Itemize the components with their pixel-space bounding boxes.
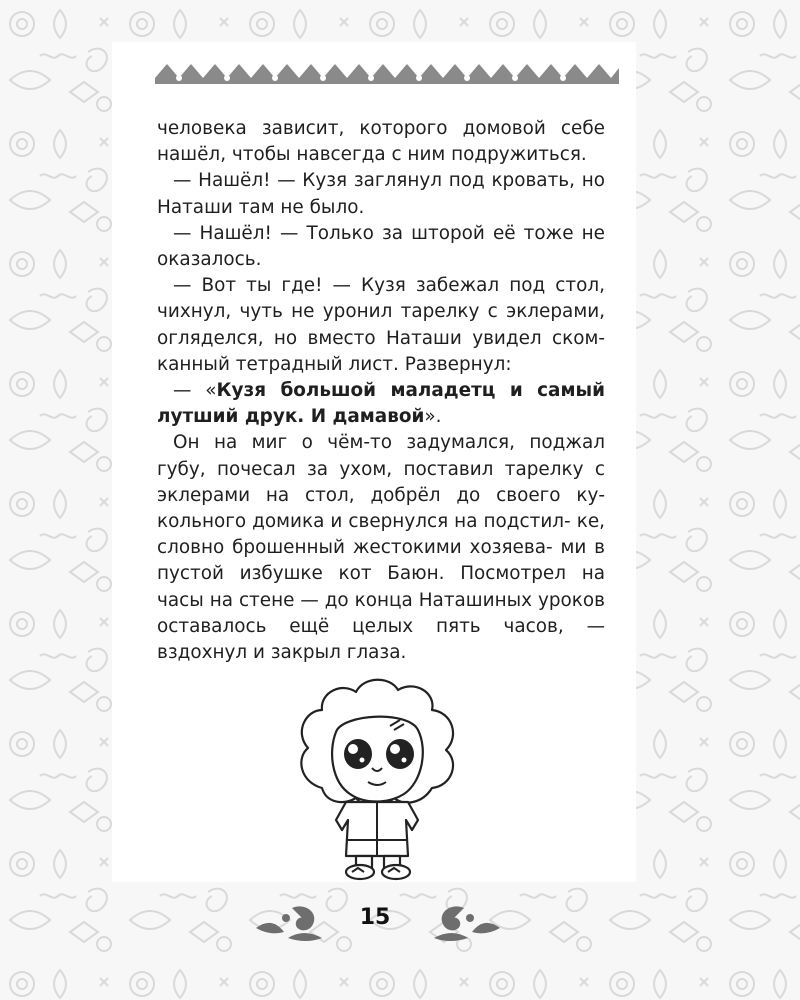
text-line: не оказалось.	[157, 222, 605, 271]
text-line: ми в пустой избушке кот Баюн. Посмотрел	[157, 537, 605, 585]
note-line: Кузя большой маладетц и самый	[216, 380, 606, 402]
swirl-ornament-icon	[252, 898, 332, 948]
quote-end: ».	[424, 406, 442, 428]
text-line: Он на миг о чём-то задумался, поджал	[173, 432, 605, 454]
text-line: но Наташи там не было.	[157, 170, 605, 218]
text-line: человека зависит, которого домовой себе	[157, 118, 605, 139]
text-line: — Нашёл! — Только за шторой её тоже	[173, 222, 574, 244]
text-line: чихнул, чуть не уронил тарелку с эклерами,	[157, 301, 605, 323]
note-line: лутший друк. И дамавой	[157, 406, 425, 428]
text-line: уроков оставалось ещё целых пять часов, —	[157, 589, 605, 637]
page-number: 15	[359, 905, 391, 930]
note-quote	[157, 378, 605, 430]
text-line: — Вот ты где! — Кузя забежал под стол,	[173, 275, 605, 297]
text-line: вздохнул и закрыл глаза.	[157, 642, 407, 664]
text-line: нашёл, чтобы навсегда с ним подружиться.	[157, 144, 587, 166]
text-line: огляделся, но вместо Наташи увидел ском-	[157, 327, 605, 349]
text-line: с эклерами на стол, добрёл до своего ку-	[157, 458, 605, 506]
zigzag-border-icon	[155, 56, 619, 86]
story-text	[157, 116, 605, 666]
swirl-ornament-icon	[424, 898, 504, 948]
kuzya-character-icon	[272, 670, 482, 892]
paragraph	[157, 221, 605, 273]
paragraph	[157, 273, 605, 378]
text-line: — Нашёл! — Кузя заглянул под кровать,	[173, 170, 575, 192]
text-line: губу, почесал за ухом, поставил тарелку	[157, 458, 584, 480]
text-line: кольного домика и свернулся на подстил-	[157, 511, 571, 533]
paragraph	[157, 430, 605, 666]
paragraph	[157, 168, 605, 220]
text-line: канный тетрадный лист. Развернул:	[157, 353, 512, 375]
text-line: на часы на стене — до конца Наташиных	[157, 563, 605, 611]
text-line: ке, словно брошенный жестокими хозяева-	[157, 511, 605, 559]
quote-dash: — «	[173, 380, 217, 402]
paragraph	[157, 116, 605, 168]
